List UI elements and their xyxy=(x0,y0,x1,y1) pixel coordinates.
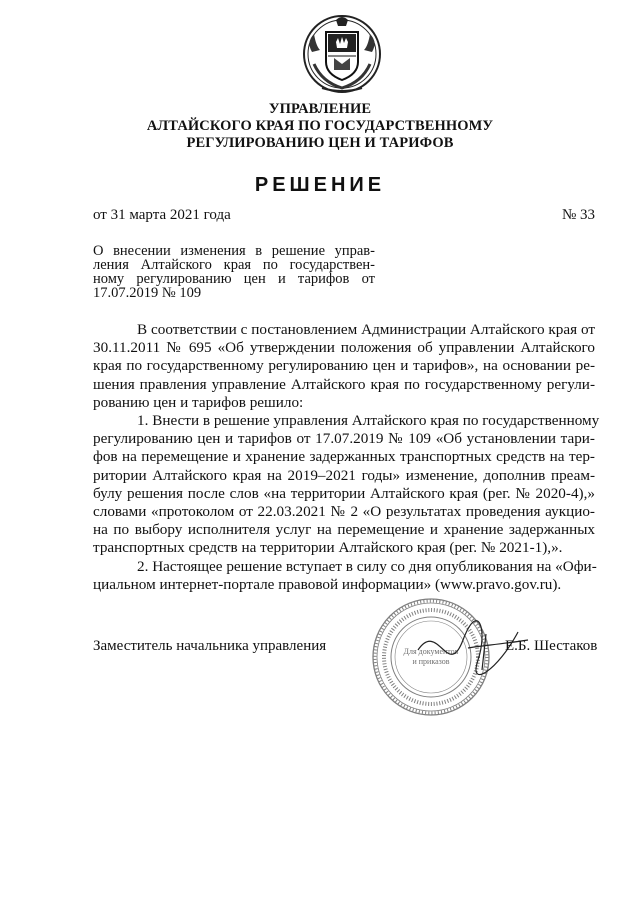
body-line: транспортных средств на территории Алтайского края (рег. № 2021-1),». xyxy=(93,539,563,557)
body-line: циальном интернет-портале правовой информации» (www.pravo.gov.ru). xyxy=(93,575,562,593)
body-line: края по государственному регулированию цен и тарифов», на основании ре- xyxy=(93,357,595,375)
org-name-line-1: УПРАВЛЕНИЕ xyxy=(268,101,372,117)
body-line: словами «протоколом от 22.03.2021 № 2 «О результатах проведения аукцио- xyxy=(93,503,595,521)
body-line: булу решения после слов «на территории Алтайского края (рег. № 2020-4),» xyxy=(93,484,595,502)
body-line: регулированию цен и тарифов от 17.07.2019 № 109 «Об установлении тари- xyxy=(93,430,595,448)
signer-name: Е.Б. Шестаков xyxy=(505,638,598,654)
body-line: 30.11.2011 № 695 «Об утверждении положения об управлении Алтайского xyxy=(93,339,595,357)
body-line: ритории Алтайского края на 2019–2021 годы» изменение, дополнив преам- xyxy=(93,466,595,484)
body-line: В соответствии с постановлением Администрации Алтайского края от xyxy=(137,321,595,338)
body-line: фов на перемещение и хранение задержанных транспортных средств на тер- xyxy=(93,448,595,466)
subject-line: ному регулированию цен и тарифов от xyxy=(93,271,375,287)
document-body xyxy=(93,321,600,594)
body-line: 2. Настоящее решение вступает в силу со дня опубликования на «Офи- xyxy=(137,557,597,575)
document-subject xyxy=(93,244,375,300)
document-number: № 33 xyxy=(562,207,596,223)
seal-inner-text: и приказов xyxy=(412,657,450,666)
org-name-line-3: РЕГУЛИРОВАНИЮ ЦЕН И ТАРИФОВ xyxy=(186,135,454,151)
body-line: на по выбору исполнителя услуг на перемещение и хранение задержанных xyxy=(93,521,595,539)
body-line: 1. Внести в решение управления Алтайского края по государственному xyxy=(137,412,600,430)
document-date: от 31 марта 2021 года xyxy=(93,207,231,223)
subject-line: 17.07.2019 № 109 xyxy=(93,285,202,301)
signer-position: Заместитель начальника управления xyxy=(93,638,327,654)
seal-inner-text: Для документов xyxy=(403,647,459,656)
coat-of-arms-icon xyxy=(302,12,382,96)
org-name-line-2: АЛТАЙСКОГО КРАЯ ПО ГОСУДАРСТВЕННОМУ xyxy=(146,118,494,134)
body-line: шения правления управление Алтайского края по государственному регули- xyxy=(93,375,595,393)
body-line: рованию цен и тарифов решило: xyxy=(93,393,304,411)
subject-line: ления Алтайского края по государствен- xyxy=(93,257,375,273)
subject-line: О внесении изменения в решение управ- xyxy=(93,243,375,259)
document-title: РЕШЕНИЕ xyxy=(254,174,386,196)
